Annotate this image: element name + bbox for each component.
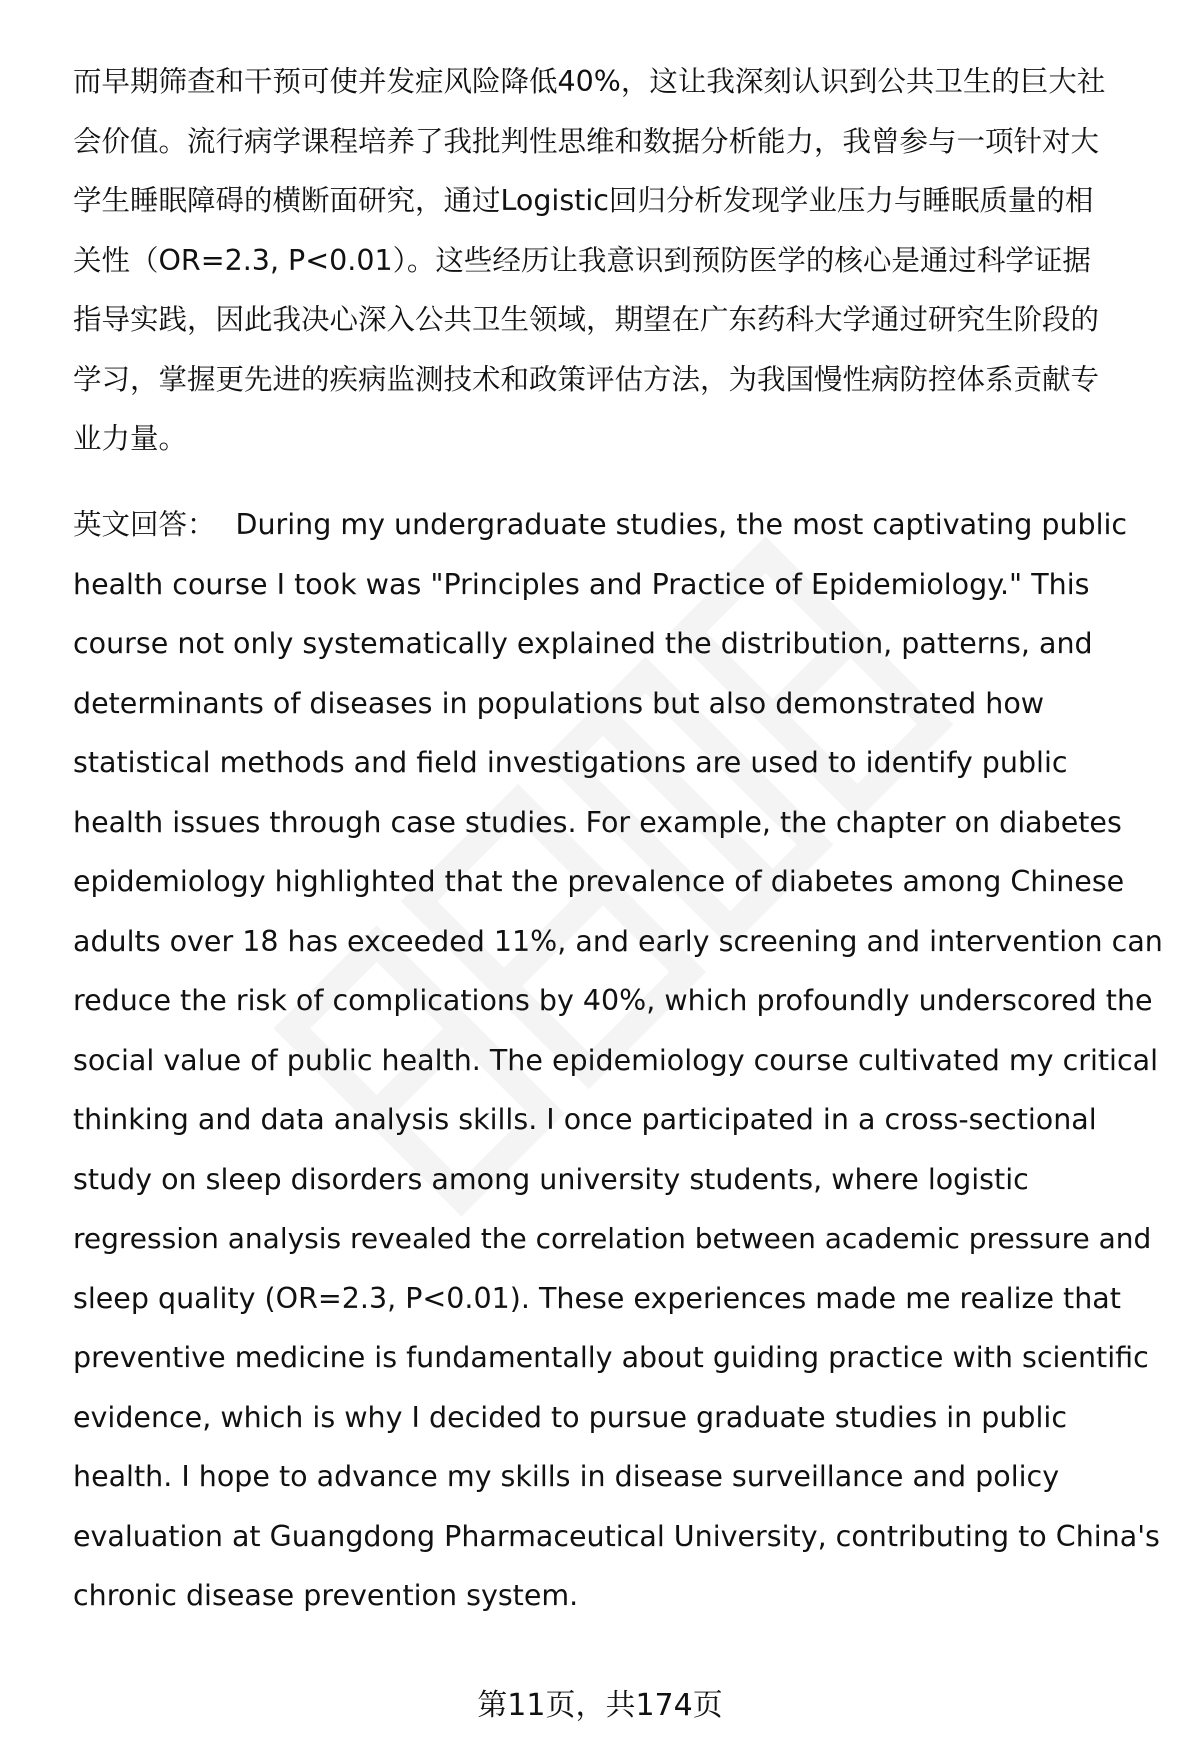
- english-line: chronic disease prevention system.: [73, 1579, 579, 1612]
- english-line: statistical methods and field investigations are used to identify public: [73, 746, 1068, 779]
- chinese-paragraph: [73, 52, 1163, 469]
- english-line: social value of public health. The epidemiology course cultivated my critical: [73, 1043, 1159, 1077]
- chinese-line: 学生睡眠障碍的横断面研究，通过Logistic回归分析发现学业压力与睡眠质量的相: [73, 184, 1094, 217]
- english-line: epidemiology highlighted that the prevalence of diabetes among Chinese: [73, 865, 1125, 898]
- english-line: health issues through case studies. For example, the chapter on diabetes: [73, 805, 1122, 839]
- english-answer-label: 英文回答：: [73, 508, 216, 541]
- chinese-line: 指导实践，因此我决心深入公共卫生领域，期望在广东药科大学通过研究生阶段的: [73, 303, 1100, 336]
- english-line: health course I took was "Principles and Practice of Epidemiology." This: [73, 567, 1090, 601]
- english-line: During my undergraduate studies, the most captivating public: [235, 508, 1128, 541]
- english-line: study on sleep disorders among university students, where logistic: [73, 1162, 1029, 1196]
- english-line: preventive medicine is fundamentally about guiding practice with scientific: [73, 1341, 1149, 1374]
- chinese-line: 关性（OR=2.3, P<0.01）。这些经历让我意识到预防医学的核心是通过科学证据: [73, 243, 1091, 277]
- chinese-line: 而早期筛查和干预可使并发症风险降低40%，这让我深刻认识到公共卫生的巨大社: [73, 65, 1106, 98]
- english-line: regression analysis revealed the correlation between academic pressure and: [73, 1222, 1152, 1255]
- english-first-line: [73, 495, 1163, 555]
- english-paragraph: [73, 495, 1163, 1626]
- chinese-line: 会价值。流行病学课程培养了我批判性思维和数据分析能力，我曾参与一项针对大: [73, 124, 1100, 158]
- english-line: adults over 18 has exceeded 11%, and early screening and intervention can: [73, 924, 1163, 958]
- english-line: reduce the risk of complications by 40%, which profoundly underscored the: [73, 984, 1153, 1017]
- english-line: determinants of diseases in populations but also demonstrated how: [73, 686, 1045, 720]
- english-line: evidence, which is why I decided to pursue graduate studies in public: [73, 1400, 1068, 1434]
- english-line: sleep quality (OR=2.3, P<0.01). These experiences made me realize that: [73, 1281, 1121, 1315]
- english-line: evaluation at Guangdong Pharmaceutical University, contributing to China's: [73, 1519, 1160, 1553]
- english-line: thinking and data analysis skills. I once participated in a cross-sectional: [73, 1103, 1097, 1136]
- english-line: course not only systematically explained the distribution, patterns, and: [73, 627, 1093, 660]
- chinese-line: 学习，掌握更先进的疾病监测技术和政策评估方法，为我国慢性病防控体系贡献专: [73, 362, 1100, 396]
- page-number-footer: 第11页，共174页: [477, 1688, 723, 1723]
- chinese-line: 业力量。: [73, 422, 188, 455]
- english-line: health. I hope to advance my skills in disease surveillance and policy: [73, 1460, 1060, 1493]
